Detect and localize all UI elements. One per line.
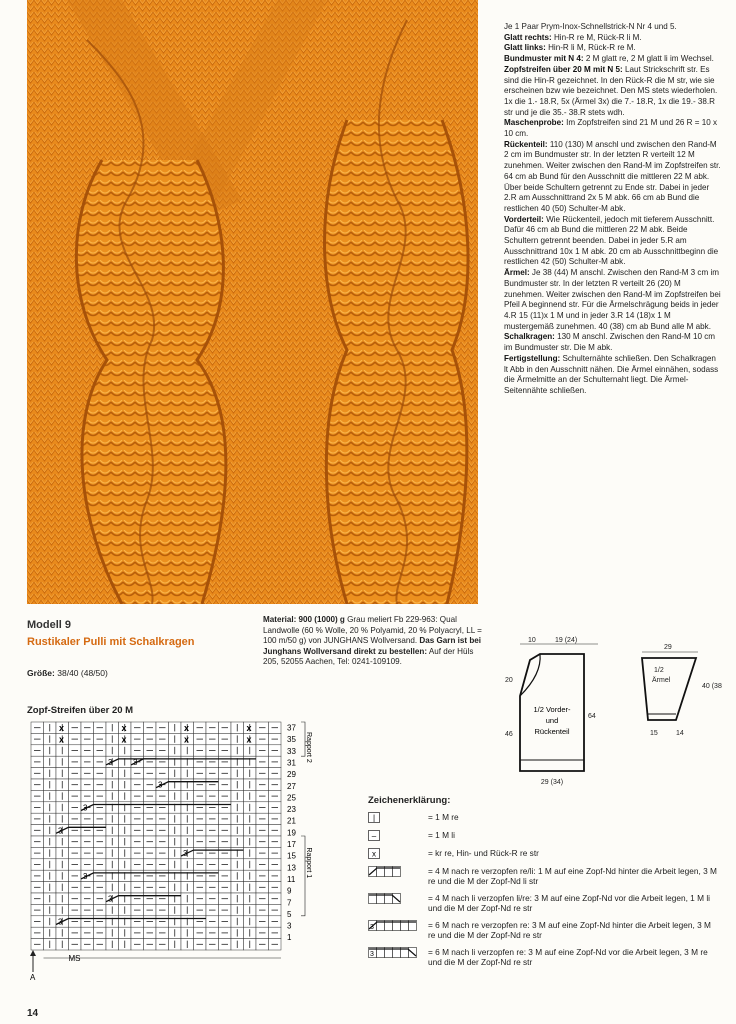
- row-number: 3: [287, 921, 292, 931]
- instruction-lead: Vorderteil:: [504, 214, 547, 224]
- legend-symbol-icon: [368, 947, 422, 958]
- legend-item: [368, 866, 718, 886]
- legend-item: [368, 848, 718, 859]
- twisted-stitch-mark: x: [121, 734, 127, 745]
- twisted-stitch-mark: x: [184, 723, 190, 733]
- instruction-paragraph: [504, 140, 722, 215]
- instruction-text: Wie Rückenteil, jedoch mit tieferem Ausschnitt. Dafür 46 cm ab Bund die mittleren 22 M abk. Beide Schultern getrennt beenden. Dabei in jeder 5.R am Ausschnittrand 10x 1 M abk. 20 cm ab Ausschnittbeginn die restlichen 42 (50) Schulter-M abk.: [504, 214, 719, 267]
- instruction-lead: Glatt links:: [504, 43, 549, 53]
- body-side-b: 46: [505, 731, 513, 738]
- legend-text: = 4 M nach li verzopfen li/re: 3 M auf eine Zopf-Nd vor die Arbeit legen, 1 M li und die M der Zopf-Nd re str: [428, 893, 711, 913]
- twisted-stitch-mark: x: [121, 723, 127, 733]
- model-title: Rustikaler Pulli mit Schalkragen: [27, 636, 195, 648]
- sleeve-label-b: Ärmel: [652, 677, 671, 684]
- knitting-instructions: [504, 22, 722, 397]
- cable-cross-label: 3: [58, 826, 63, 836]
- legend-text: = 1 M re: [428, 812, 459, 822]
- row-number: 11: [287, 874, 296, 884]
- instruction-text: Laut Strickschrift str. Es sind die Hin-R gezeichnet. In den Rück-R die M str, wie sie erscheinen bzw wie bezeichnet. Den MS stets wiederholen. 1x die 1.- 18.R, 5x (Ärmel 3x) die 7.- 18.R, 1x die 19.- 38.R str und je die 35.- 38.R stets wdh.: [504, 64, 718, 117]
- sleeve-label-a: 1/2: [654, 667, 664, 674]
- instruction-text: 130 M anschl. Zwischen den Rand-M 10 cm im Bundmuster str. Die M abk.: [504, 332, 715, 353]
- chart-grid: [31, 722, 281, 950]
- legend-text: = 1 M li: [428, 830, 455, 840]
- row-number: 13: [287, 863, 296, 873]
- svg-text:x: x: [372, 849, 376, 859]
- legend-text: = 6 M nach li verzopfen re: 3 M auf eine Zopf-Nd vor die Arbeit legen, 3 M re und die M der Zopf-Nd re str: [428, 947, 708, 967]
- instruction-text: Hin-R re M, Rück-R li M.: [553, 32, 642, 42]
- legend-item: [368, 812, 718, 823]
- sleeve-bottom-b: 14: [676, 730, 684, 737]
- legend-item: [368, 947, 718, 967]
- instruction-lead: Ärmel:: [504, 268, 532, 278]
- cable-cross-label: 3: [133, 757, 138, 767]
- page-number: 14: [27, 1008, 39, 1019]
- body-side-c: 64: [588, 713, 596, 720]
- legend-symbol-icon: [368, 812, 422, 823]
- row-number: 1: [287, 933, 292, 943]
- row-number: 5: [287, 909, 292, 919]
- twisted-stitch-mark: x: [246, 723, 252, 733]
- cable-cross-label: 3: [108, 894, 113, 904]
- legend-symbol-icon: [368, 920, 422, 931]
- instruction-paragraph: [504, 268, 722, 332]
- legend-item: [368, 830, 718, 841]
- legend-text: = 4 M nach re verzopfen re/li: 1 M auf eine Zopf-Nd hinter die Arbeit legen, 3 M re und die M der Zopf-Nd li str: [428, 866, 717, 886]
- body-bottom: 29 (34): [540, 779, 564, 786]
- svg-text:3: 3: [370, 924, 374, 931]
- instruction-text: 2 M glatt re, 2 M glatt li im Wechsel.: [585, 54, 714, 64]
- row-number: 9: [287, 886, 292, 896]
- legend-item: [368, 893, 718, 913]
- cable-cross-label: 3: [158, 780, 163, 790]
- row-number: 23: [287, 805, 296, 815]
- row-number: 7: [287, 898, 292, 908]
- instruction-lead: Schalkragen:: [504, 332, 558, 342]
- cable-chart: [27, 718, 337, 985]
- twisted-stitch-mark: x: [59, 723, 65, 733]
- body-top-a: 10: [528, 637, 536, 644]
- sleeve-bottom-a: 15: [650, 730, 658, 737]
- instruction-paragraph: [504, 118, 722, 139]
- twisted-stitch-mark: x: [246, 734, 252, 745]
- twisted-stitch-mark: x: [184, 734, 190, 745]
- legend-text: = 6 M nach re verzopfen re: 3 M auf eine Zopf-Nd hinter die Arbeit legen, 3 M re und die M der Zopf-Nd re str: [428, 920, 711, 940]
- body-top-b: 19 (24): [555, 637, 578, 644]
- instruction-text: Je 38 (44) M anschl. Zwischen den Rand-M 3 cm im Bundmuster str. In der letzten R verteilt 26 (20) M zunehmen. Weiter zwischen den Rand-M im Zopfstreifen bei Pfeil A beginnend str. Für die Ärmelschrägung beids in jeder 4.R 15 (11)x 1 M und in jeder 3.R 14 (18)x 1 M mustergemäß zunehmen. 40 (38) cm ab Bund alle M abk.: [504, 268, 721, 331]
- twisted-stitch-mark: x: [59, 734, 65, 745]
- row-number: 35: [287, 735, 296, 745]
- instruction-text: Hin-R li M, Rück-R re M.: [548, 43, 636, 53]
- instruction-lead: Glatt rechts:: [504, 32, 554, 42]
- body-label: 1/2 Vorder-und Rückenteil: [533, 705, 571, 736]
- ms-label: MS: [68, 954, 81, 963]
- instruction-paragraph: [504, 54, 722, 65]
- instruction-text: Je 1 Paar Prym-Inox-Schnellstrick-N Nr 4 und 5.: [504, 22, 677, 31]
- legend-item: [368, 920, 718, 940]
- cable-cross-label: 3: [183, 849, 188, 859]
- instruction-paragraph: [504, 33, 722, 44]
- model-number: Modell 9: [27, 619, 72, 631]
- instruction-paragraph: [504, 43, 722, 54]
- legend-symbol-icon: [368, 848, 422, 859]
- row-number: 21: [287, 816, 296, 826]
- row-number: 31: [287, 758, 296, 768]
- svg-text:–: –: [371, 831, 377, 841]
- cable-cross-label: 3: [108, 757, 113, 767]
- legend-symbol-icon: [368, 830, 422, 841]
- row-number: 25: [287, 793, 296, 803]
- row-number: 15: [287, 851, 296, 861]
- instruction-text: 110 (130) M anschl und zwischen den Rand-M 2 cm im Bundmuster str. In der letzten R verteilt 12 M zunehmen. Weiter zwischen den Rand-M im Zopfstreifen str. 64 cm ab Bund für den Ausschnitt die mittleren 22 M abk. Über beide Schultern getrennt zu Ende str. Dabei in jeder 2.R am Ausschnittrand 2x 5 M abk. 66 cm ab Bund die restlichen 40 (50) Schulter-M abk.: [504, 139, 721, 213]
- svg-text:3: 3: [370, 951, 374, 958]
- cable-cross-label: 3: [58, 917, 63, 927]
- instruction-lead: Fertigstellung:: [504, 353, 563, 363]
- legend-text: = kr re, Hin- und Rück-R re str: [428, 848, 539, 858]
- body-side-a: 20: [505, 677, 513, 684]
- sleeve-side: 40 (38): [702, 683, 722, 690]
- row-number: 17: [287, 840, 296, 849]
- row-number: 33: [287, 746, 296, 756]
- legend-symbol-icon: [368, 866, 422, 877]
- svg-text:|: |: [372, 813, 376, 823]
- row-number: 19: [287, 828, 296, 838]
- instruction-lead: Zopfstreifen über 20 M mit N 5:: [504, 64, 625, 74]
- sleeve-top: 29: [664, 644, 672, 651]
- symbol-legend: [368, 796, 718, 974]
- row-number: 27: [287, 781, 296, 791]
- instruction-text: Im Zopfstreifen sind 21 M und 26 R = 10 x 10 cm.: [504, 118, 718, 139]
- legend-symbol-icon: [368, 893, 422, 904]
- instruction-paragraph: [504, 65, 722, 119]
- row-number: 37: [287, 723, 296, 733]
- cable-cross-label: 3: [83, 871, 88, 881]
- instruction-lead: Maschenprobe:: [504, 118, 567, 128]
- instruction-paragraph: [504, 22, 722, 33]
- instruction-paragraph: [504, 332, 722, 353]
- sleeve-schematic: [632, 640, 722, 745]
- chart-title: Zopf-Streifen über 20 M: [27, 705, 134, 716]
- cable-cross-label: 3: [83, 803, 88, 813]
- rapport-2-label: Rapport 2: [305, 732, 312, 763]
- instruction-paragraph: [504, 215, 722, 269]
- legend-title: Zeichenerklärung:: [368, 795, 451, 806]
- arrow-a-label: A: [30, 973, 36, 980]
- instruction-lead: Bundmuster mit N 4:: [504, 54, 586, 64]
- instruction-lead: Rückenteil:: [504, 139, 550, 149]
- knit-swatch-photo: [27, 0, 478, 604]
- body-schematic: [500, 636, 610, 791]
- material-info: Material: 900 (1000) g Grau meliert Fb 229-963: Qual Landwolle (60 % Wolle, 20 % Polyamid, 20 % Polyacryl, LL = 100 m/50 g) von JUNGHANS Wollversand. Das Garn ist bei Junghans Wollversand direkt zu bestellen: Auf der Hüls 205, 52055 Aachen, Tel: 0241-109109.: [263, 615, 482, 667]
- size-info: Größe: 38/40 (48/50): [27, 668, 108, 678]
- instruction-paragraph: [504, 354, 722, 397]
- row-number: 29: [287, 770, 296, 780]
- rapport-1-label: Rapport 1: [305, 847, 312, 879]
- instruction-text: Schulternähte schließen. Den Schalkragen lt Abb in den Ausschnitt nähen. Die Ärmel einnähen, sodass die Ärmelmitte an der Schulternaht liegt. Die Ärmel- Seitennähte schließen.: [504, 353, 719, 395]
